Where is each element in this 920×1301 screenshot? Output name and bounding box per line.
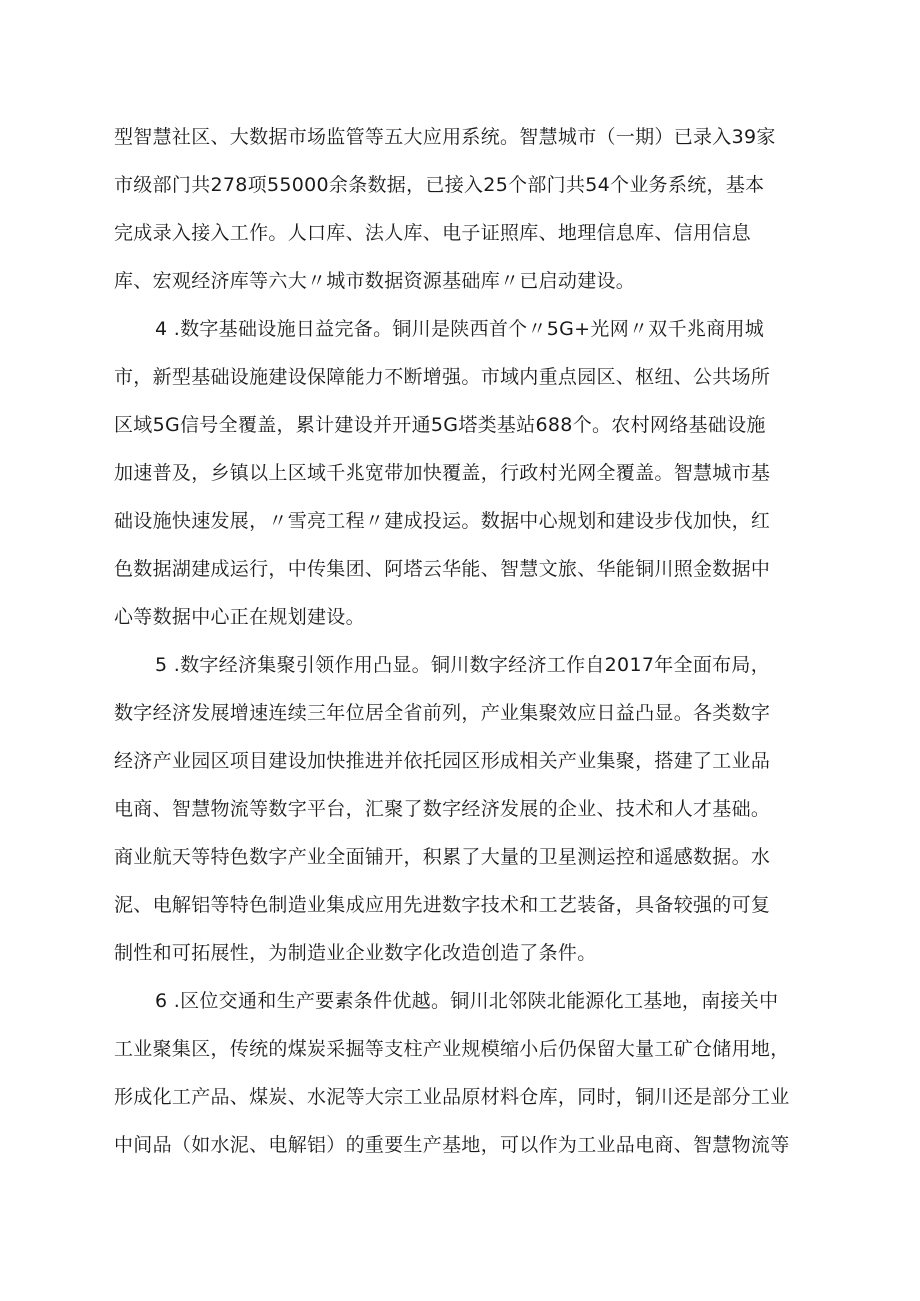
paragraph-3-line-7: 制性和可拓展性，为制造业企业数字化改造创造了条件。 <box>114 942 597 964</box>
paragraph-2-line-4: 加速普及，乡镇以上区域千兆宽带加快覆盖，行政村光网全覆盖。智慧城市基 <box>114 462 771 484</box>
paragraph-3-line-4: 电商、智慧物流等数字平台，汇聚了数字经济发展的企业、技术和人才基础。 <box>114 798 771 820</box>
paragraph-3-line-2: 数字经济发展增速连续三年位居全省前列，产业集聚效应日益凸显。各类数字 <box>114 702 771 724</box>
paragraph-4-line-4: 中间品（如水泥、电解铝）的重要生产基地，可以作为工业品电商、智慧物流等 <box>114 1134 790 1156</box>
paragraph-2-line-1: 4 .数字基础设施日益完备。铜川是陕西首个〃5G+光网〃双千兆商用城 <box>155 318 765 340</box>
paragraph-3-line-5: 商业航天等特色数字产业全面铺开，积累了大量的卫星测运控和遥感数据。水 <box>114 846 771 868</box>
paragraph-4-line-1: 6 .区位交通和生产要素条件优越。铜川北邻陕北能源化工基地，南接关中 <box>155 990 779 1012</box>
paragraph-1-line-2: 市级部门共278项55000余条数据，已接入25个部门共54个业务系统，基本 <box>114 174 765 196</box>
paragraph-1-line-3: 完成录入接入工作。人口库、法人库、电子证照库、地理信息库、信用信息 <box>114 222 751 244</box>
paragraph-3-line-6: 泥、电解铝等特色制造业集成应用先进数字技术和工艺装备，具备较强的可复 <box>114 894 771 916</box>
paragraph-4-line-2: 工业聚集区，传统的煤炭采掘等支柱产业规模缩小后仍保留大量工矿仓储用地， <box>114 1038 790 1060</box>
paragraph-1-line-4: 库、宏观经济库等六大〃城市数据资源基础库〃已启动建设。 <box>114 270 636 292</box>
paragraph-3-line-1: 5 .数字经济集聚引领作用凸显。铜川数字经济工作自2017年全面布局， <box>155 654 771 676</box>
paragraph-2-line-3: 区域5G信号全覆盖，累计建设并开通5G塔类基站688个。农村网络基础设施 <box>114 414 766 436</box>
paragraph-1-line-1: 型智慧社区、大数据市场监管等五大应用系统。智慧城市（一期）已录入39家 <box>114 126 776 148</box>
paragraph-4-line-3: 形成化工产品、煤炭、水泥等大宗工业品原材料仓库，同时，铜川还是部分工业 <box>114 1086 790 1108</box>
paragraph-2-line-6: 色数据湖建成运行，中传集团、阿塔云华能、智慧文旅、华能铜川照金数据中 <box>114 558 771 580</box>
paragraph-2-line-5: 础设施快速发展，〃雪亮工程〃建成投运。数据中心规划和建设步伐加快，红 <box>114 510 771 532</box>
paragraph-3-line-3: 经济产业园区项目建设加快推进并依托园区形成相关产业集聚，搭建了工业品 <box>114 750 771 772</box>
paragraph-2-line-7: 心等数据中心正在规划建设。 <box>114 606 365 628</box>
paragraph-2-line-2: 市，新型基础设施建设保障能力不断增强。市域内重点园区、枢纽、公共场所 <box>114 366 771 388</box>
